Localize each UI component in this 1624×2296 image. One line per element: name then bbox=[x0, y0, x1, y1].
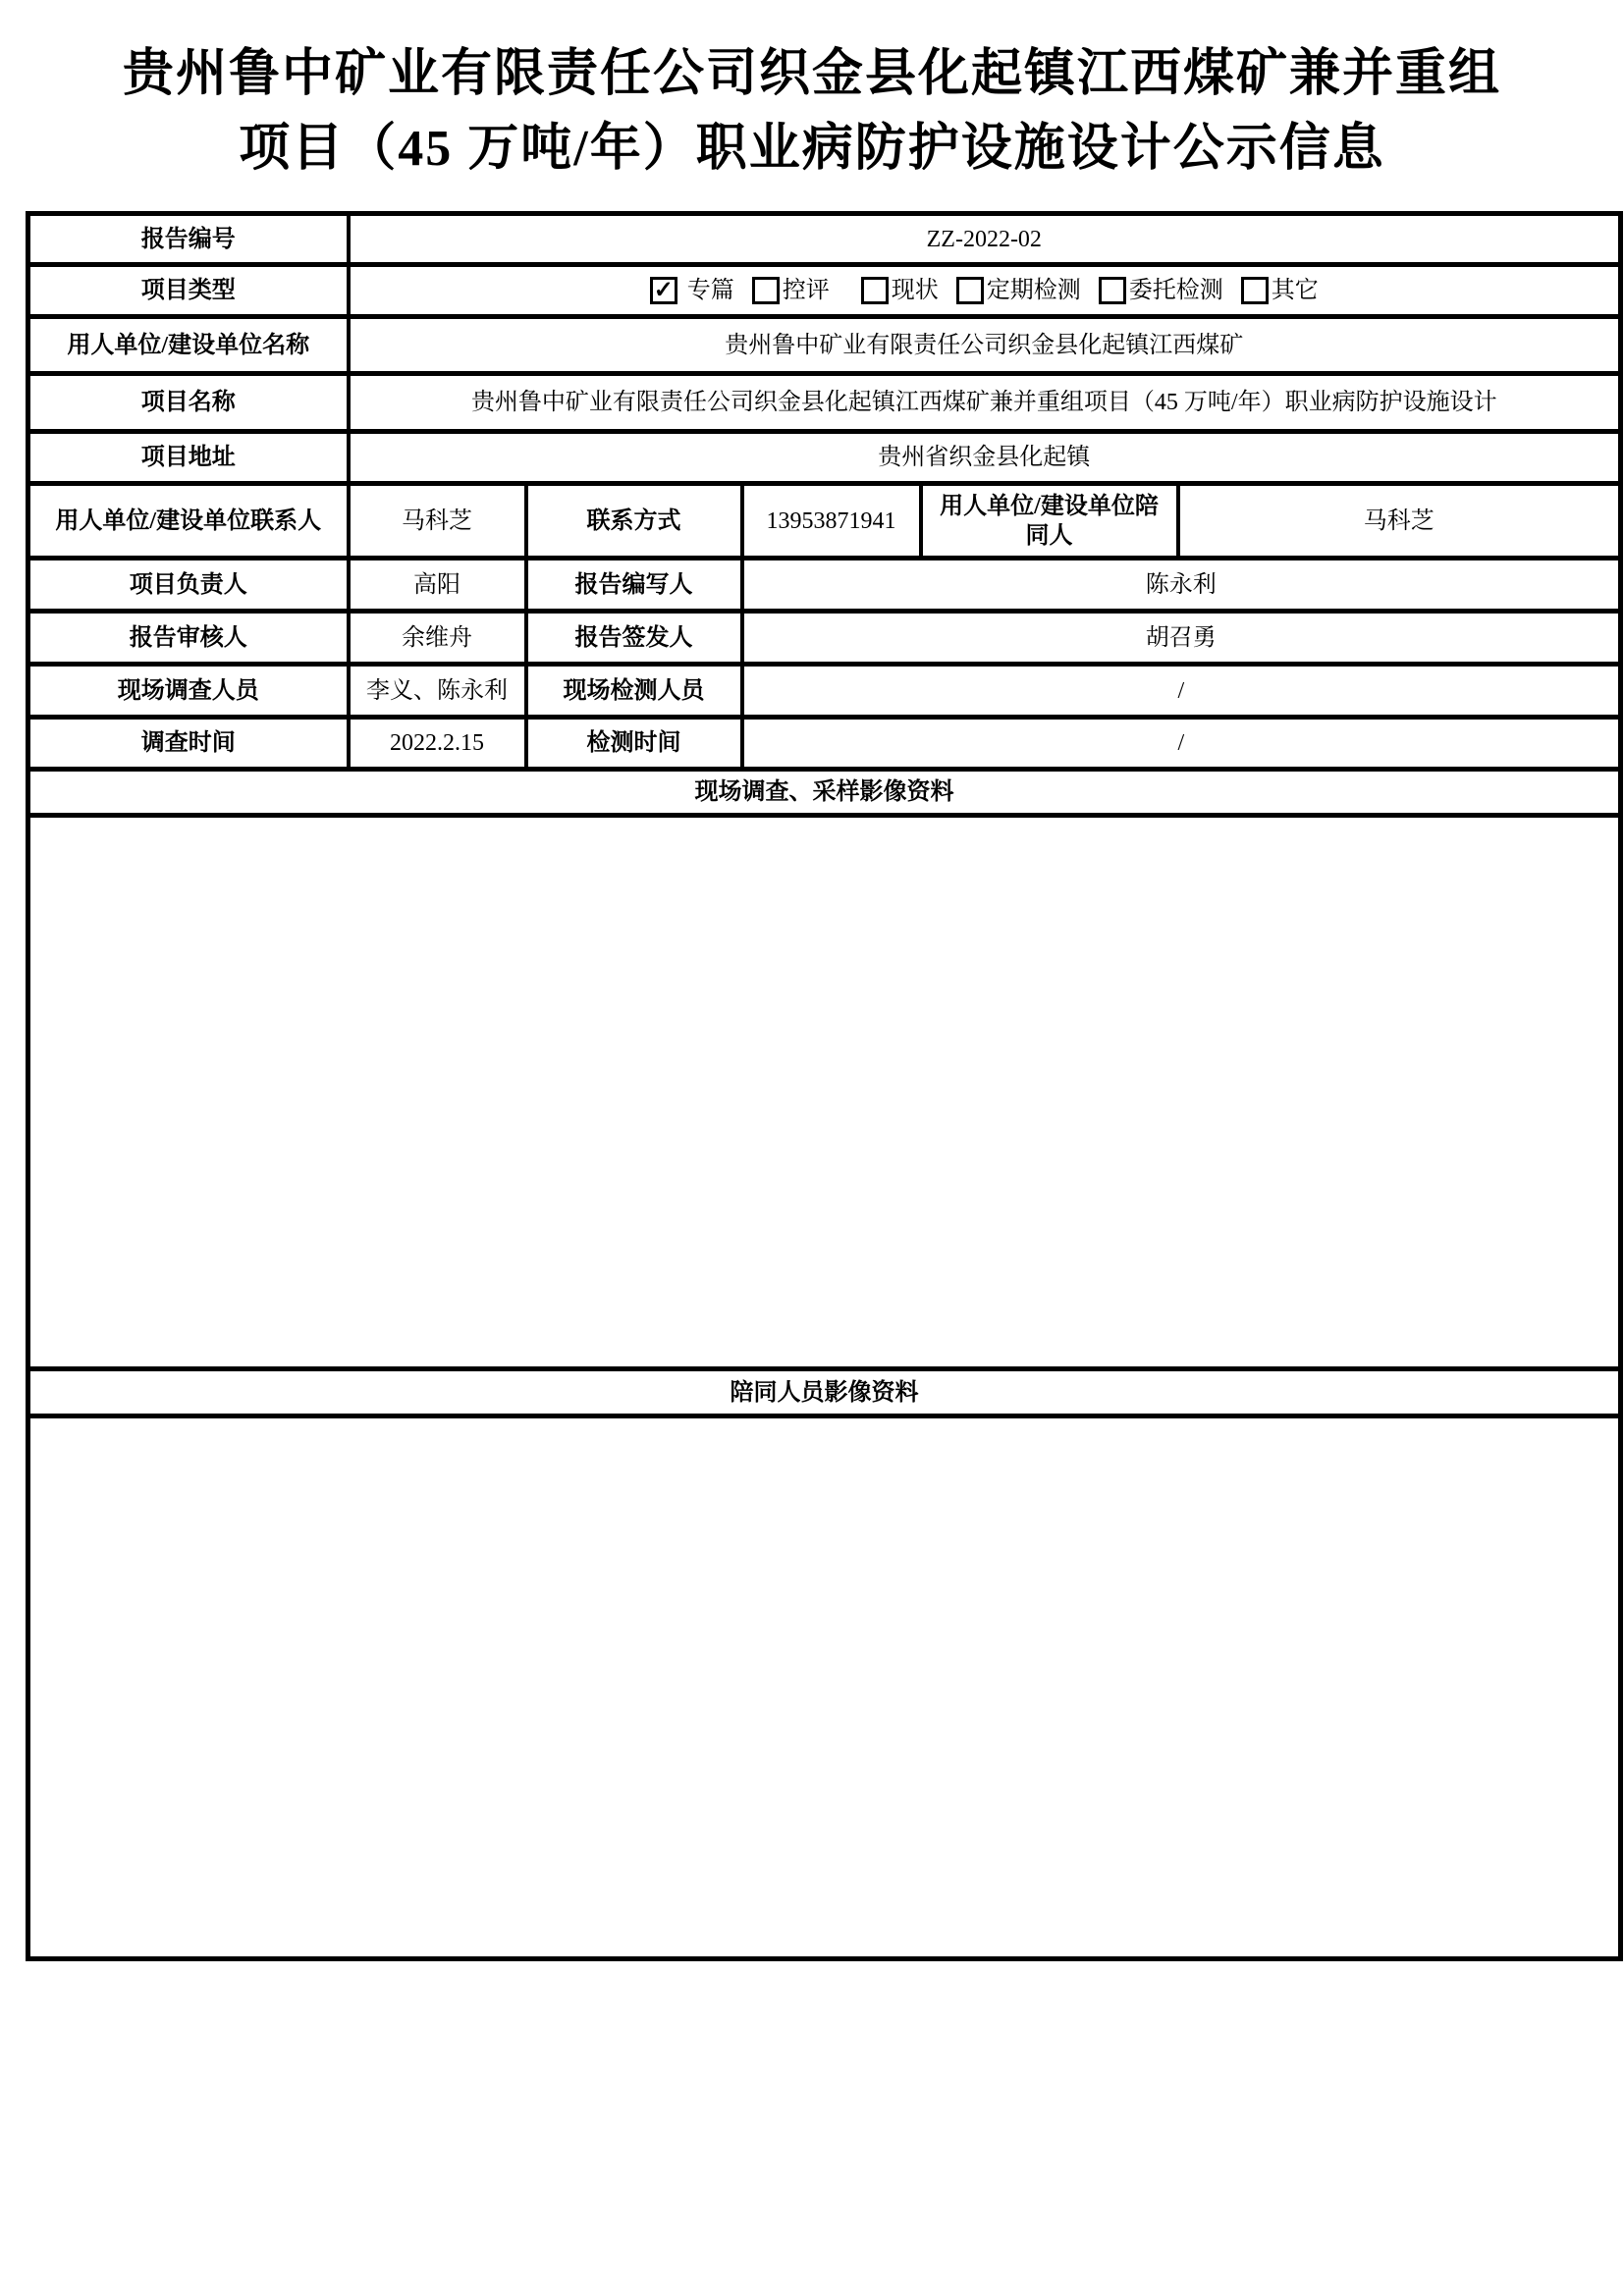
escort-photo-area bbox=[28, 1416, 1621, 1959]
report-reviewer-label: 报告审核人 bbox=[28, 612, 349, 665]
option-kongping bbox=[752, 276, 830, 305]
report-no-label: 报告编号 bbox=[28, 214, 349, 265]
page-title-line2: 项目（45 万吨/年）职业病防护设施设计公示信息 bbox=[239, 121, 1385, 177]
table-row-project-manager bbox=[28, 559, 1621, 612]
section1-title: 现场调查、采样影像资料 bbox=[28, 770, 1621, 816]
phone-value: 13953871941 bbox=[742, 484, 921, 559]
table-row-section2-photos bbox=[28, 1416, 1621, 1959]
employer-name-label: 用人单位/建设单位名称 bbox=[28, 317, 349, 374]
checkbox-icon bbox=[861, 277, 889, 304]
info-table bbox=[26, 211, 1623, 1961]
table-row-dates bbox=[28, 718, 1621, 770]
checkbox-icon bbox=[1241, 277, 1269, 304]
table-row-employer-name bbox=[28, 317, 1621, 374]
project-address-label: 项目地址 bbox=[28, 432, 349, 484]
checkbox-icon bbox=[1099, 277, 1126, 304]
page-title bbox=[0, 37, 1624, 187]
site-survey-photo-area bbox=[28, 816, 1621, 1369]
option-dingqi-jiance bbox=[956, 276, 1081, 305]
table-row-contacts bbox=[28, 484, 1621, 559]
table-row-surveyors bbox=[28, 665, 1621, 718]
option-dingqi-jiance-label: 定期检测 bbox=[986, 278, 1081, 303]
option-weituo-jiance bbox=[1099, 276, 1223, 305]
report-reviewer-value: 余维舟 bbox=[349, 612, 526, 665]
table-row-reviewer bbox=[28, 612, 1621, 665]
table-row-project-name bbox=[28, 374, 1621, 432]
escort-person-label: 用人单位/建设单位陪同人 bbox=[921, 484, 1178, 559]
report-issuer-label: 报告签发人 bbox=[526, 612, 742, 665]
option-qita-label: 其它 bbox=[1271, 278, 1319, 303]
checkbox-icon bbox=[956, 277, 984, 304]
contact-person-label: 用人单位/建设单位联系人 bbox=[28, 484, 349, 559]
project-address-value: 贵州省织金县化起镇 bbox=[349, 432, 1621, 484]
project-manager-value: 高阳 bbox=[349, 559, 526, 612]
option-xianzhuang bbox=[861, 276, 939, 305]
option-zhuanpian-label: 专篇 bbox=[686, 278, 734, 303]
project-name-value: 贵州鲁中矿业有限责任公司织金县化起镇江西煤矿兼并重组项目（45 万吨/年）职业病防护设施设计 bbox=[349, 374, 1621, 432]
option-kongping-label: 控评 bbox=[782, 278, 830, 303]
table-row-project-address bbox=[28, 432, 1621, 484]
project-type-label: 项目类型 bbox=[28, 265, 349, 317]
project-manager-label: 项目负责人 bbox=[28, 559, 349, 612]
checkbox-icon bbox=[752, 277, 780, 304]
report-writer-label: 报告编写人 bbox=[526, 559, 742, 612]
report-issuer-value: 胡召勇 bbox=[742, 612, 1621, 665]
escort-person-value: 马科芝 bbox=[1178, 484, 1621, 559]
contact-person-value: 马科芝 bbox=[349, 484, 526, 559]
table-row-section1-header bbox=[28, 770, 1621, 816]
site-testers-value: / bbox=[742, 665, 1621, 718]
site-surveyors-label: 现场调查人员 bbox=[28, 665, 349, 718]
table-row-section2-header bbox=[28, 1369, 1621, 1416]
survey-date-label: 调查时间 bbox=[28, 718, 349, 770]
option-qita bbox=[1241, 276, 1319, 305]
site-surveyors-value: 李义、陈永利 bbox=[349, 665, 526, 718]
survey-date-value: 2022.2.15 bbox=[349, 718, 526, 770]
report-writer-value: 陈永利 bbox=[742, 559, 1621, 612]
report-no-value: ZZ-2022-02 bbox=[349, 214, 1621, 265]
project-type-value bbox=[349, 265, 1621, 317]
site-testers-label: 现场检测人员 bbox=[526, 665, 742, 718]
table-row-project-type bbox=[28, 265, 1621, 317]
test-date-value: / bbox=[742, 718, 1621, 770]
employer-name-value: 贵州鲁中矿业有限责任公司织金县化起镇江西煤矿 bbox=[349, 317, 1621, 374]
checkbox-checked-icon: ✓ bbox=[650, 277, 677, 304]
table-row-report-no bbox=[28, 214, 1621, 265]
page-title-line1: 贵州鲁中矿业有限责任公司织金县化起镇江西煤矿兼并重组 bbox=[122, 46, 1501, 102]
phone-label: 联系方式 bbox=[526, 484, 742, 559]
section2-title: 陪同人员影像资料 bbox=[28, 1369, 1621, 1416]
project-name-label: 项目名称 bbox=[28, 374, 349, 432]
test-date-label: 检测时间 bbox=[526, 718, 742, 770]
table-row-section1-photos bbox=[28, 816, 1621, 1369]
project-type-options bbox=[356, 276, 1613, 305]
option-zhuanpian bbox=[650, 276, 734, 305]
option-xianzhuang-label: 现状 bbox=[891, 278, 939, 303]
option-weituo-jiance-label: 委托检测 bbox=[1128, 278, 1223, 303]
